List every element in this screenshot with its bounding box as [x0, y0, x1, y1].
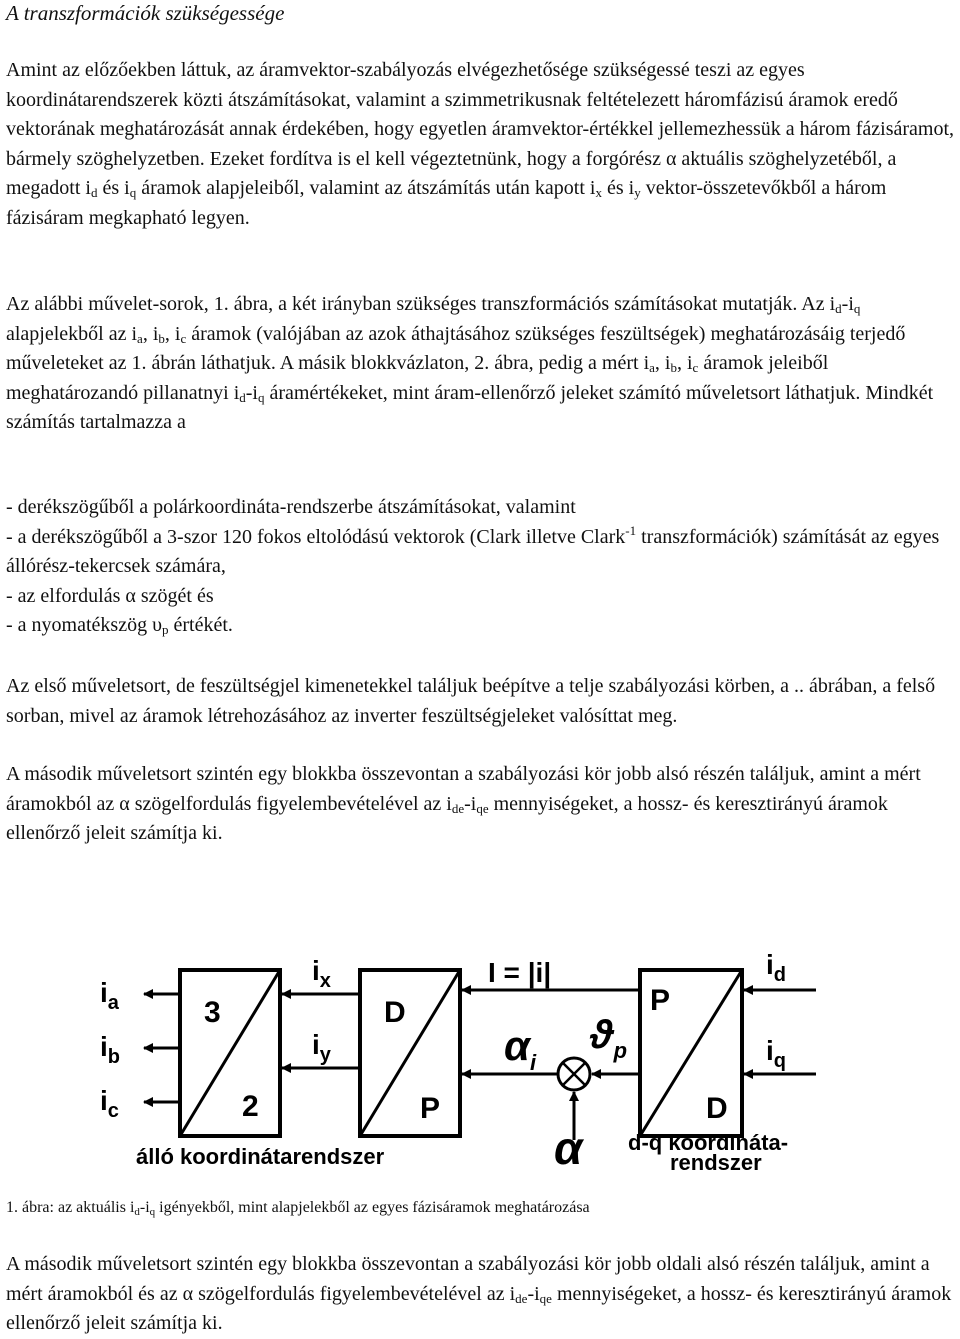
subscript: b — [158, 330, 165, 346]
subscript: c — [180, 330, 187, 346]
subscript: b — [670, 360, 677, 375]
block-p-d-bottom: D — [706, 1092, 728, 1125]
paragraph-second-sequence — [6, 760, 956, 849]
label-iy: $i_y$ — [312, 1029, 331, 1066]
text-run: Az alábbi művelet-sorok, 1. ábra, a két irányban szükséges transzformációs számításokat mutatják. Az i — [6, 293, 836, 315]
subscript: c — [692, 360, 699, 375]
subscript: a — [649, 360, 655, 375]
text-run: áramok alapjeleiből, valamint az átszámítás után kapott i — [136, 177, 596, 199]
text-run: áramértékeket, mint áram-ellenőrző jeleket számító műveletsort láthatjuk. Mindkét számítás tartalmazza a — [6, 381, 934, 433]
subscript: de — [451, 800, 465, 816]
list-item: - derékszögűből a polárkoordináta-rendszerbe átszámításokat, valamint — [6, 496, 576, 518]
block-p-d-caption-2: rendszer — [670, 1150, 762, 1172]
text-run: - a derékszögűből a 3-szor 120 fokos eltolódású vektorok (Clark illetve Clark — [6, 525, 626, 548]
section-heading: A transzformációk szükségessége — [6, 1, 285, 25]
subscript: d — [134, 1206, 140, 1218]
subscript: q — [853, 301, 861, 316]
subscript: qe — [476, 800, 489, 816]
subscript: a — [137, 330, 143, 346]
text-run: A második műveletsort szintén egy blokkba összevontan a szabályozási kör jobb alsó részén találjuk, amint a mért áramokból az α szögelfordulás figyelembevételével az i — [6, 763, 921, 815]
text-run: A második műveletsort szintén egy blokkba összevontan a szabályozási kör jobb oldali alsó részén találjuk, amint a mért áramokból és az α szögelfordulás figyelembevételével az i — [6, 1253, 930, 1305]
list-item — [6, 523, 956, 582]
text-run: igényekből, mint alapjelekből az egyes fázisáramok meghatározása — [155, 1199, 590, 1216]
superscript: -1 — [625, 522, 637, 538]
text-run: Amint az előzőekben láttuk, az áramvektor-szabályozás elvégezhetősége szükségessé teszi az egyes koordinátarendszerek közti átszámításokat, valamint a szimmetrikusnak feltételezett háromfázisú áramok eredő vektorának meghatározását annak érdekében, hogy egyetlen áramvektor-értékkel jellemezhessük a három fázisáramot, bármely szöghelyzetben. Ezeket fordítva is el kell végeztetnünk, hogy a forgórész α aktuális szöghelyzetéből, a megadott i — [6, 59, 955, 199]
text-run: áramok jeleiből meghatározandó pillanatnyi i — [6, 352, 829, 404]
label-alpha-i: $\alpha_i$ — [504, 1022, 537, 1075]
block-p-d-caption-1: d-q koordináta- — [628, 1130, 789, 1155]
dash-list — [6, 493, 956, 641]
block-d-p-top: D — [384, 996, 406, 1029]
label-ia: $i_a$ — [100, 977, 119, 1014]
list-item: - az elfordulás α szögét és — [6, 584, 214, 607]
subscript: q — [257, 389, 265, 405]
subscript: p — [161, 622, 169, 637]
subscript: d — [90, 185, 98, 200]
label-alpha-input: α — [554, 1122, 583, 1172]
subscript: q — [129, 185, 137, 200]
paragraph-closing — [6, 1250, 956, 1339]
text-run: - a nyomatékszög υ — [6, 614, 162, 636]
block-diagram — [96, 950, 866, 1172]
text-run: transzformációk) számítását az egyes állórész-tekercsek számára, — [6, 525, 940, 577]
text-run: mennyiségeket, a hossz- és keresztirányú áramok ellenőrző jeleit számítja ki. — [6, 792, 888, 844]
label-ic: $i_c$ — [100, 1085, 119, 1122]
subscript: y — [634, 185, 641, 200]
text-run: , i — [142, 322, 159, 345]
label-ib: $i_b$ — [100, 1031, 120, 1068]
paragraph-intro — [6, 56, 956, 233]
text-run: 1. ábra: az aktuális i — [6, 1199, 135, 1216]
label-ix: $i_x$ — [312, 955, 331, 992]
subscript: d — [835, 301, 842, 316]
text-run: -i — [245, 381, 258, 404]
list-item — [6, 611, 956, 641]
subscript: d — [239, 389, 246, 405]
text-run: mennyiségeket, a hossz- és keresztirányú áramok ellenőrző jeleit számítja ki. — [6, 1282, 952, 1334]
block-3-2-top: 3 — [204, 996, 221, 1029]
label-iq: $i_q$ — [766, 1035, 786, 1072]
block-p-d-top: P — [650, 984, 671, 1017]
text-run: , i — [654, 352, 671, 374]
text-run: és i — [97, 177, 130, 199]
text-run: , i — [164, 322, 181, 345]
text-run: áramok (valójában az azok áthajtásához szükséges feszültségek) meghatározásáig terjedő műveleteket az 1. ábrán láthatjuk. A másik blokkvázlaton, 2. ábra, pedig a mért i — [6, 322, 906, 374]
block-3-2-caption: álló koordinátarendszer — [136, 1144, 385, 1169]
text-run: vektor-összetevőkből a három fázisáram megkapható legyen. — [6, 177, 887, 229]
subscript: q — [149, 1206, 156, 1218]
paragraph-first-sequence: Az első műveletsort, de feszültségjel kimenetekkel találjuk beépítve a telje szabályozási körben, a .. ábrában, a felső sorban, mivel az áramok létrehozásához az inverter feszültségjeleket valósíttat meg. — [6, 675, 936, 727]
text-run: -i — [139, 1199, 150, 1216]
abs-formula: I = |i| — [488, 957, 552, 988]
label-id: $i_d$ — [766, 950, 786, 986]
subscript: de — [515, 1290, 528, 1306]
text-run: és i — [601, 177, 635, 199]
subscript: qe — [539, 1290, 552, 1306]
text-run: -i — [464, 792, 477, 815]
text-run: -i — [527, 1282, 540, 1305]
block-d-p-bottom: P — [420, 1092, 441, 1125]
subscript: x — [595, 185, 602, 200]
text-run: , i — [676, 352, 693, 374]
block-3-2-bottom: 2 — [242, 1090, 259, 1123]
block-diagram-figure — [96, 950, 866, 1172]
text-run: értékét. — [168, 614, 233, 636]
text-run: -i — [841, 293, 854, 315]
paragraph-operations — [6, 290, 956, 438]
figure-caption — [6, 1197, 956, 1219]
label-upsilon-p: $ϑ_p$ — [590, 1013, 628, 1063]
text-run: alapjelekből az i — [6, 322, 138, 345]
